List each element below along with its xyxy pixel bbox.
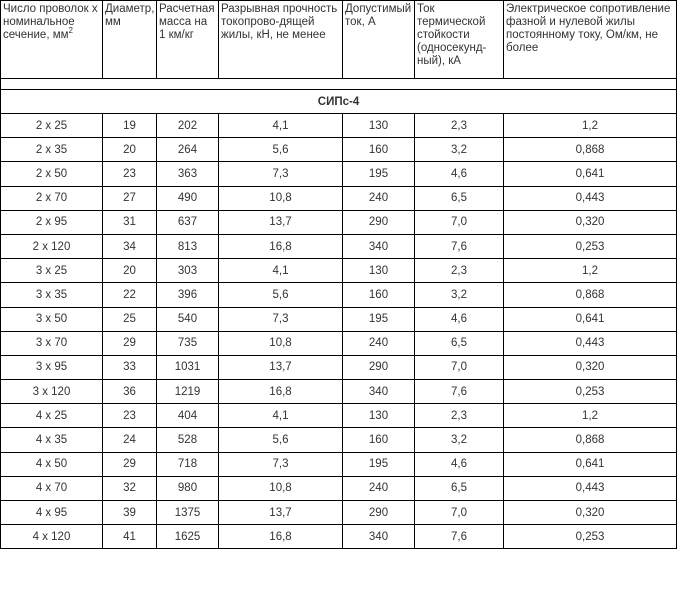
header-cross-section: Число проволок х номинальное сечение, $мм^2$	[1, 1, 103, 79]
section-row	[1, 90, 677, 114]
cell-mass: 980	[157, 476, 219, 500]
table-row	[1, 283, 677, 307]
cell-allowed-current: 340	[343, 525, 415, 549]
cell-allowed-current: 130	[343, 114, 415, 138]
table-row	[1, 210, 677, 234]
cell-mass: 637	[157, 210, 219, 234]
cell-thermal-current: 6,5	[415, 331, 504, 355]
cell-cross-section: 2 х 25	[1, 114, 103, 138]
cell-breaking-strength: 13,7	[219, 501, 343, 525]
cell-thermal-current: 3,2	[415, 428, 504, 452]
cell-breaking-strength: 13,7	[219, 210, 343, 234]
cell-allowed-current: 290	[343, 501, 415, 525]
cell-cross-section: 4 х 25	[1, 404, 103, 428]
cell-cross-section: 4 х 120	[1, 525, 103, 549]
cell-resistance: 0,641	[504, 307, 677, 331]
section-title: СИПс-4	[1, 90, 677, 114]
cell-thermal-current: 2,3	[415, 114, 504, 138]
cell-mass: 718	[157, 452, 219, 476]
cell-thermal-current: 4,6	[415, 307, 504, 331]
cell-cross-section: 3 х 120	[1, 380, 103, 404]
cell-thermal-current: 3,2	[415, 283, 504, 307]
cell-diameter: 23	[103, 162, 157, 186]
cell-thermal-current: 2,3	[415, 404, 504, 428]
cell-breaking-strength: 4,1	[219, 114, 343, 138]
table-row	[1, 234, 677, 258]
cell-resistance: 1,2	[504, 404, 677, 428]
cell-mass: 404	[157, 404, 219, 428]
cell-breaking-strength: 5,6	[219, 283, 343, 307]
cell-breaking-strength: 16,8	[219, 525, 343, 549]
cell-cross-section: 4 х 35	[1, 428, 103, 452]
cell-mass: 202	[157, 114, 219, 138]
cell-diameter: 36	[103, 380, 157, 404]
cell-allowed-current: 195	[343, 307, 415, 331]
table-row	[1, 114, 677, 138]
header-resistance: Электрическое сопротивление фазной и нулевой жилы постоянному току, Ом/км, не более	[504, 1, 677, 79]
table-row	[1, 380, 677, 404]
cell-cross-section: 3 х 50	[1, 307, 103, 331]
cell-diameter: 34	[103, 234, 157, 258]
cell-cross-section: 3 х 35	[1, 283, 103, 307]
cell-cross-section: 4 х 70	[1, 476, 103, 500]
table-row	[1, 428, 677, 452]
cell-resistance: 0,253	[504, 380, 677, 404]
header-breaking-strength: Разрывная прочность токопрово-дящей жилы, кН, не менее	[219, 1, 343, 79]
cell-resistance: 0,253	[504, 525, 677, 549]
cell-diameter: 22	[103, 283, 157, 307]
cell-allowed-current: 160	[343, 428, 415, 452]
table-row	[1, 186, 677, 210]
cell-resistance: 0,443	[504, 476, 677, 500]
cell-mass: 1625	[157, 525, 219, 549]
cell-breaking-strength: 16,8	[219, 380, 343, 404]
table-row	[1, 452, 677, 476]
cell-resistance: 1,2	[504, 114, 677, 138]
cell-cross-section: 2 х 120	[1, 234, 103, 258]
cell-resistance: 0,868	[504, 138, 677, 162]
cell-allowed-current: 195	[343, 452, 415, 476]
cell-allowed-current: 130	[343, 259, 415, 283]
cell-mass: 813	[157, 234, 219, 258]
cell-cross-section: 2 х 70	[1, 186, 103, 210]
header-row	[1, 1, 677, 79]
table-row	[1, 162, 677, 186]
table-row	[1, 307, 677, 331]
cell-breaking-strength: 10,8	[219, 331, 343, 355]
table-row	[1, 525, 677, 549]
cell-thermal-current: 7,0	[415, 355, 504, 379]
cell-allowed-current: 340	[343, 380, 415, 404]
cell-mass: 264	[157, 138, 219, 162]
cell-breaking-strength: 16,8	[219, 234, 343, 258]
table-row	[1, 259, 677, 283]
header-allowed-current: Допустимый ток, А	[343, 1, 415, 79]
cell-breaking-strength: 13,7	[219, 355, 343, 379]
cell-resistance: 0,320	[504, 210, 677, 234]
cell-diameter: 32	[103, 476, 157, 500]
cell-cross-section: 4 х 95	[1, 501, 103, 525]
cell-resistance: 0,641	[504, 452, 677, 476]
cell-breaking-strength: 4,1	[219, 259, 343, 283]
cell-mass: 396	[157, 283, 219, 307]
cell-allowed-current: 290	[343, 210, 415, 234]
cell-mass: 1219	[157, 380, 219, 404]
cell-mass: 735	[157, 331, 219, 355]
cell-allowed-current: 160	[343, 283, 415, 307]
cell-cross-section: 2 х 35	[1, 138, 103, 162]
cell-diameter: 29	[103, 452, 157, 476]
cell-mass: 1375	[157, 501, 219, 525]
cell-allowed-current: 130	[343, 404, 415, 428]
header-diameter: Диаметр, мм	[103, 1, 157, 79]
cell-thermal-current: 7,6	[415, 234, 504, 258]
cell-mass: 540	[157, 307, 219, 331]
cell-breaking-strength: 5,6	[219, 138, 343, 162]
cell-resistance: 0,320	[504, 501, 677, 525]
cell-diameter: 20	[103, 259, 157, 283]
table-row	[1, 476, 677, 500]
cell-thermal-current: 4,6	[415, 452, 504, 476]
cell-cross-section: 2 х 50	[1, 162, 103, 186]
cell-resistance: 0,320	[504, 355, 677, 379]
header-mass: Расчетная масса на 1 км/кг	[157, 1, 219, 79]
cell-mass: 303	[157, 259, 219, 283]
table-row	[1, 355, 677, 379]
cell-mass: 528	[157, 428, 219, 452]
cell-resistance: 0,443	[504, 186, 677, 210]
table-row	[1, 404, 677, 428]
cell-thermal-current: 3,2	[415, 138, 504, 162]
cell-resistance: 0,443	[504, 331, 677, 355]
cell-cross-section: 3 х 70	[1, 331, 103, 355]
cell-mass: 363	[157, 162, 219, 186]
cell-breaking-strength: 10,8	[219, 186, 343, 210]
cell-cross-section: 3 х 95	[1, 355, 103, 379]
cell-resistance: 0,868	[504, 283, 677, 307]
table-row	[1, 331, 677, 355]
cell-cross-section: 2 х 95	[1, 210, 103, 234]
cell-resistance: 0,253	[504, 234, 677, 258]
cell-cross-section: 4 х 50	[1, 452, 103, 476]
cell-thermal-current: 7,6	[415, 380, 504, 404]
cell-thermal-current: 7,0	[415, 501, 504, 525]
cell-allowed-current: 340	[343, 234, 415, 258]
cell-diameter: 20	[103, 138, 157, 162]
cell-allowed-current: 240	[343, 331, 415, 355]
cell-diameter: 23	[103, 404, 157, 428]
cell-resistance: 0,641	[504, 162, 677, 186]
cell-allowed-current: 160	[343, 138, 415, 162]
cell-thermal-current: 2,3	[415, 259, 504, 283]
cell-breaking-strength: 7,3	[219, 162, 343, 186]
cell-allowed-current: 290	[343, 355, 415, 379]
cell-breaking-strength: 10,8	[219, 476, 343, 500]
cell-thermal-current: 7,6	[415, 525, 504, 549]
cell-breaking-strength: 7,3	[219, 452, 343, 476]
cell-diameter: 39	[103, 501, 157, 525]
table-row	[1, 501, 677, 525]
cell-thermal-current: 6,5	[415, 186, 504, 210]
cell-cross-section: 3 х 25	[1, 259, 103, 283]
cell-mass: 1031	[157, 355, 219, 379]
cell-thermal-current: 7,0	[415, 210, 504, 234]
table-row	[1, 138, 677, 162]
cell-mass: 490	[157, 186, 219, 210]
cell-thermal-current: 6,5	[415, 476, 504, 500]
cell-diameter: 19	[103, 114, 157, 138]
cell-allowed-current: 240	[343, 186, 415, 210]
header-thermal-current: Ток термической стойкости (односекунд-ный), кА	[415, 1, 504, 79]
cell-resistance: 1,2	[504, 259, 677, 283]
cell-diameter: 25	[103, 307, 157, 331]
cell-allowed-current: 240	[343, 476, 415, 500]
spacer-row	[1, 79, 677, 90]
cell-diameter: 33	[103, 355, 157, 379]
cell-resistance: 0,868	[504, 428, 677, 452]
cell-breaking-strength: 7,3	[219, 307, 343, 331]
cell-diameter: 31	[103, 210, 157, 234]
cell-diameter: 29	[103, 331, 157, 355]
cell-thermal-current: 4,6	[415, 162, 504, 186]
cell-breaking-strength: 4,1	[219, 404, 343, 428]
cell-diameter: 41	[103, 525, 157, 549]
cell-diameter: 24	[103, 428, 157, 452]
cell-allowed-current: 195	[343, 162, 415, 186]
cell-diameter: 27	[103, 186, 157, 210]
cell-breaking-strength: 5,6	[219, 428, 343, 452]
